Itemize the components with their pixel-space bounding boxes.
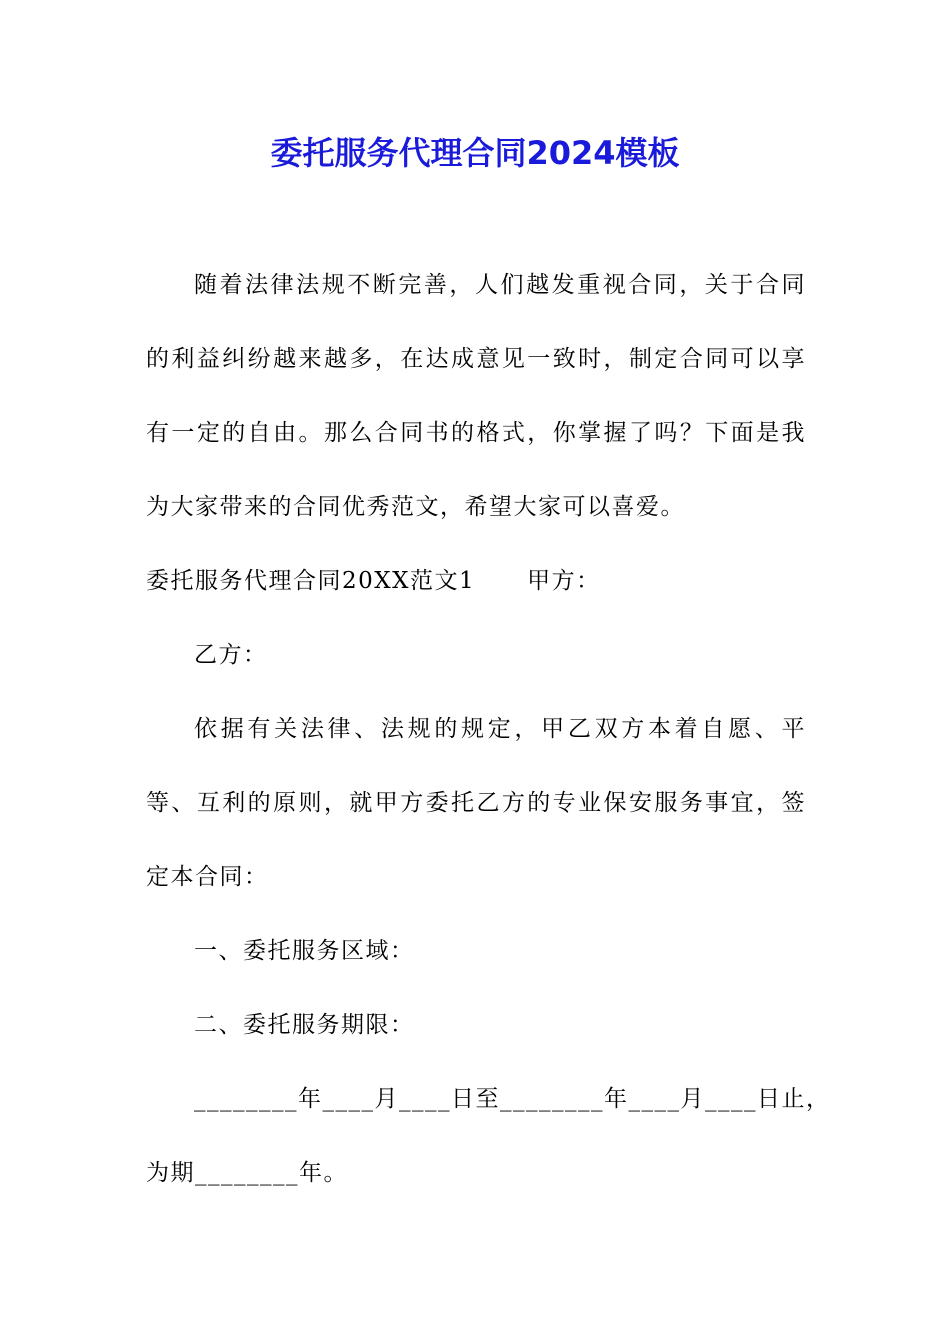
term-dates-line: ________年____月____日至________年____月____日止， (194, 1086, 831, 1112)
term-length-line: 为期________年。 (146, 1160, 348, 1186)
clause-service-term: 二、委托服务期限： (194, 1012, 415, 1038)
sample-heading-line (146, 544, 806, 618)
sample-heading: 委托服务代理合同20XX范文1 (146, 568, 476, 594)
document-body (146, 248, 831, 1210)
clause-service-area: 一、委托服务区域： (194, 938, 415, 964)
party-b-label: 乙方： (194, 642, 268, 668)
preamble-paragraph: 依据有关法律、法规的规定，甲乙双方本着自愿、平等、互利的原则，就甲方委托乙方的专业保安服务事宜，签定本合同： (146, 716, 806, 890)
party-a-label: 甲方： (527, 568, 601, 594)
document-title: 委托服务代理合同2024模板 (270, 134, 680, 172)
intro-paragraph: 随着法律法规不断完善，人们越发重视合同，关于合同的利益纠纷越来越多，在达成意见一致时，制定合同可以享有一定的自由。那么合同书的格式，你掌握了吗？下面是我为大家带来的合同优秀范文，希望大家可以喜爱。 (146, 272, 806, 520)
